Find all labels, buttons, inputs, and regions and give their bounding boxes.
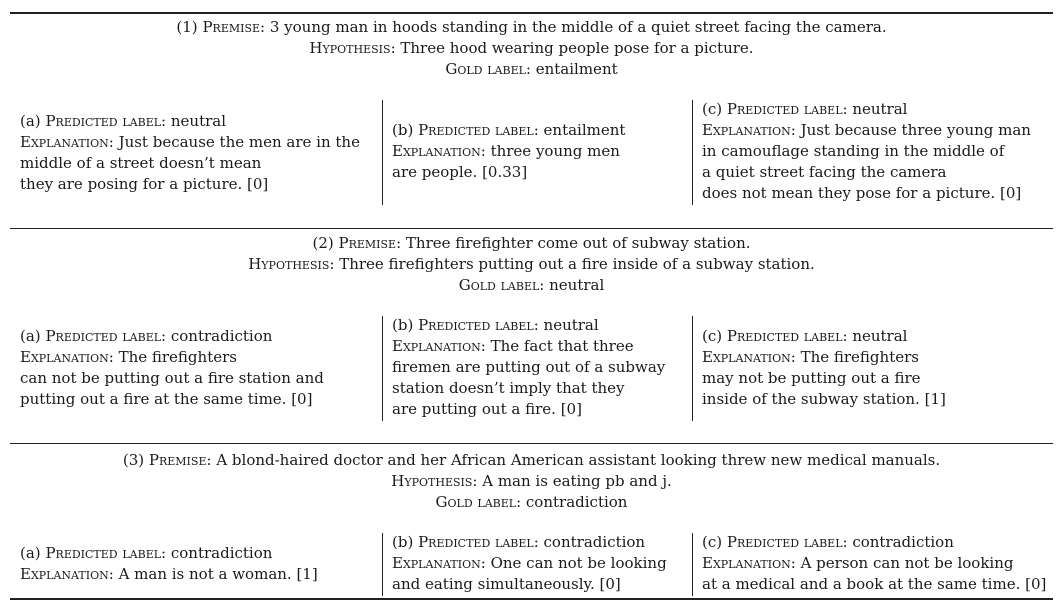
explanation-line: One can not be looking	[490, 554, 667, 572]
bottom-rule	[10, 598, 1053, 600]
premise-label: Premise	[202, 18, 261, 36]
premise-label: Premise	[148, 451, 207, 469]
predicted-value: contradiction	[170, 327, 273, 345]
separator-rule-2	[10, 443, 1053, 444]
predicted-label: Predicted label	[45, 327, 162, 345]
hypothesis-line: Hypothesis: A man is eating pb and j.	[391, 472, 672, 490]
hypothesis-text: Three firefighters putting out a fire inside of a subway station.	[339, 255, 815, 273]
explanation-line: are putting out a fire. [0]	[392, 400, 582, 418]
prediction-tag: (a)	[20, 544, 41, 562]
prediction-tag: (b)	[392, 533, 414, 551]
predicted-label: Predicted label	[45, 112, 162, 130]
predicted-value: contradiction	[543, 533, 646, 551]
explanation-line: Just because the men are in the	[118, 133, 360, 151]
explanation-line: station doesn’t imply that they	[392, 379, 625, 397]
prediction-c: (c) Predicted label: contradiction Explanation: A person can not be looking at a medical and a book at the same time. [0]	[702, 533, 1047, 593]
separator-rule-1	[10, 228, 1053, 229]
premise-text: Three firefighter come out of subway station.	[405, 234, 751, 252]
prediction-b: (b) Predicted label: entailment Explanation: three young men are people. [0.33]	[392, 121, 626, 181]
hypothesis-label: Hypothesis	[391, 472, 473, 490]
explanation-line: The firefighters	[118, 348, 237, 366]
predicted-label: Predicted label	[418, 533, 534, 551]
predicted-value: neutral	[852, 327, 908, 345]
predicted-value: neutral	[852, 100, 908, 118]
gold-label: Gold label	[435, 493, 517, 511]
explanation-line: A man is not a woman. [1]	[118, 565, 318, 583]
explanation-line: does not mean they pose for a picture. [0]	[702, 184, 1022, 202]
explanation-line: a quiet street facing the camera	[702, 163, 947, 181]
explanation-line: three young men	[490, 142, 620, 160]
explanation-label: Explanation	[702, 121, 791, 139]
prediction-tag: (b)	[392, 121, 414, 139]
explanation-line: putting out a fire at the same time. [0]	[20, 390, 313, 408]
explanation-label: Explanation	[20, 565, 109, 583]
hypothesis-label: Hypothesis	[309, 39, 391, 57]
gold-line: Gold label: neutral	[458, 276, 605, 294]
column-divider	[382, 533, 383, 596]
premise-label: Premise	[338, 234, 397, 252]
prediction-tag: (c)	[702, 100, 723, 118]
gold-text: neutral	[549, 276, 605, 294]
predicted-value: neutral	[170, 112, 227, 130]
predicted-label: Predicted label	[726, 327, 843, 345]
explanation-label: Explanation	[20, 348, 109, 366]
prediction-a: (a) Predicted label: neutral Explanation: Just because the men are in the middle of a street doesn’t mean they are posing for a picture. [0]	[20, 112, 360, 193]
gold-label: Gold label	[458, 276, 540, 294]
gold-line: Gold label: entailment	[445, 60, 618, 78]
prediction-a: (a) Predicted label: contradiction Explanation: A man is not a woman. [1]	[20, 544, 318, 583]
explanation-label: Explanation	[392, 554, 481, 572]
prediction-c: (c) Predicted label: neutral Explanation: Just because three young man in camouflage standing in the middle of a quiet street facing the camera does not mean they pose for a picture. [0]	[702, 100, 1031, 202]
predicted-label: Predicted label	[418, 121, 534, 139]
premise-line: (1) Premise: 3 young man in hoods standing in the middle of a quiet street facing the camera.	[176, 18, 887, 36]
predicted-value: contradiction	[170, 544, 273, 562]
prediction-tag: (a)	[20, 327, 41, 345]
explanation-line: A person can not be looking	[800, 554, 1014, 572]
explanation-line: may not be putting out a fire	[702, 369, 921, 387]
predicted-label: Predicted label	[726, 100, 843, 118]
explanation-line: Just because three young man	[800, 121, 1031, 139]
example-number: (1)	[176, 18, 198, 36]
explanation-label: Explanation	[20, 133, 109, 151]
explanation-line: they are posing for a picture. [0]	[20, 175, 269, 193]
explanation-label: Explanation	[702, 554, 791, 572]
predicted-label: Predicted label	[418, 316, 534, 334]
explanation-line: firemen are putting out of a subway	[392, 358, 666, 376]
premise-text: A blond-haired doctor and her African American assistant looking threw new medical manuals.	[216, 451, 941, 469]
column-divider	[382, 316, 383, 421]
prediction-tag: (c)	[702, 533, 723, 551]
prediction-b: (b) Predicted label: contradiction Explanation: One can not be looking and eating simultaneously. [0]	[392, 533, 667, 593]
prediction-c: (c) Predicted label: neutral Explanation: The firefighters may not be putting out a fire inside of the subway station. [1]	[702, 327, 946, 408]
prediction-b: (b) Predicted label: neutral Explanation: The fact that three firemen are putting out of a subway station doesn’t imply that they are putting out a fire. [0]	[392, 316, 666, 418]
premise-text: 3 young man in hoods standing in the middle of a quiet street facing the camera.	[269, 18, 887, 36]
explanation-line: at a medical and a book at the same time. [0]	[702, 575, 1047, 593]
premise-line: (2) Premise: Three firefighter come out of subway station.	[312, 234, 751, 252]
prediction-tag: (c)	[702, 327, 723, 345]
top-rule	[10, 12, 1053, 14]
explanation-line: The firefighters	[800, 348, 919, 366]
explanation-label: Explanation	[702, 348, 791, 366]
predicted-label: Predicted label	[726, 533, 843, 551]
premise-line: (3) Premise: A blond-haired doctor and her African American assistant looking threw new medical manuals.	[122, 451, 941, 469]
predicted-value: entailment	[543, 121, 626, 139]
hypothesis-text: A man is eating pb and j.	[482, 472, 672, 490]
example-number: (2)	[312, 234, 334, 252]
column-divider	[692, 533, 693, 596]
predicted-value: neutral	[543, 316, 599, 334]
explanation-label: Explanation	[392, 142, 481, 160]
prediction-tag: (a)	[20, 112, 41, 130]
explanation-line: are people. [0.33]	[392, 163, 528, 181]
gold-label: Gold label	[445, 60, 526, 78]
explanation-line: middle of a street doesn’t mean	[20, 154, 262, 172]
gold-text: entailment	[535, 60, 618, 78]
prediction-tag: (b)	[392, 316, 414, 334]
gold-text: contradiction	[525, 493, 628, 511]
hypothesis-line: Hypothesis: Three hood wearing people pose for a picture.	[309, 39, 754, 57]
gold-line: Gold label: contradiction	[435, 493, 628, 511]
explanation-line: inside of the subway station. [1]	[702, 390, 946, 408]
column-divider	[692, 100, 693, 205]
hypothesis-label: Hypothesis	[248, 255, 330, 273]
explanation-line: in camouflage standing in the middle of	[702, 142, 1005, 160]
column-divider	[382, 100, 383, 205]
hypothesis-line: Hypothesis: Three firefighters putting out a fire inside of a subway station.	[248, 255, 815, 273]
example-2-header	[10, 233, 1053, 296]
explanation-label: Explanation	[392, 337, 481, 355]
prediction-a: (a) Predicted label: contradiction Explanation: The firefighters can not be putting out a fire station and putting out a fire at the same time. [0]	[20, 327, 324, 408]
example-1-header	[10, 17, 1053, 80]
predicted-value: contradiction	[852, 533, 954, 551]
example-3-header	[10, 450, 1053, 513]
column-divider	[692, 316, 693, 421]
predicted-label: Predicted label	[45, 544, 162, 562]
hypothesis-text: Three hood wearing people pose for a picture.	[400, 39, 754, 57]
explanation-line: can not be putting out a fire station and	[20, 369, 324, 387]
explanation-line: The fact that three	[490, 337, 634, 355]
example-number: (3)	[122, 451, 145, 469]
explanation-line: and eating simultaneously. [0]	[392, 575, 621, 593]
